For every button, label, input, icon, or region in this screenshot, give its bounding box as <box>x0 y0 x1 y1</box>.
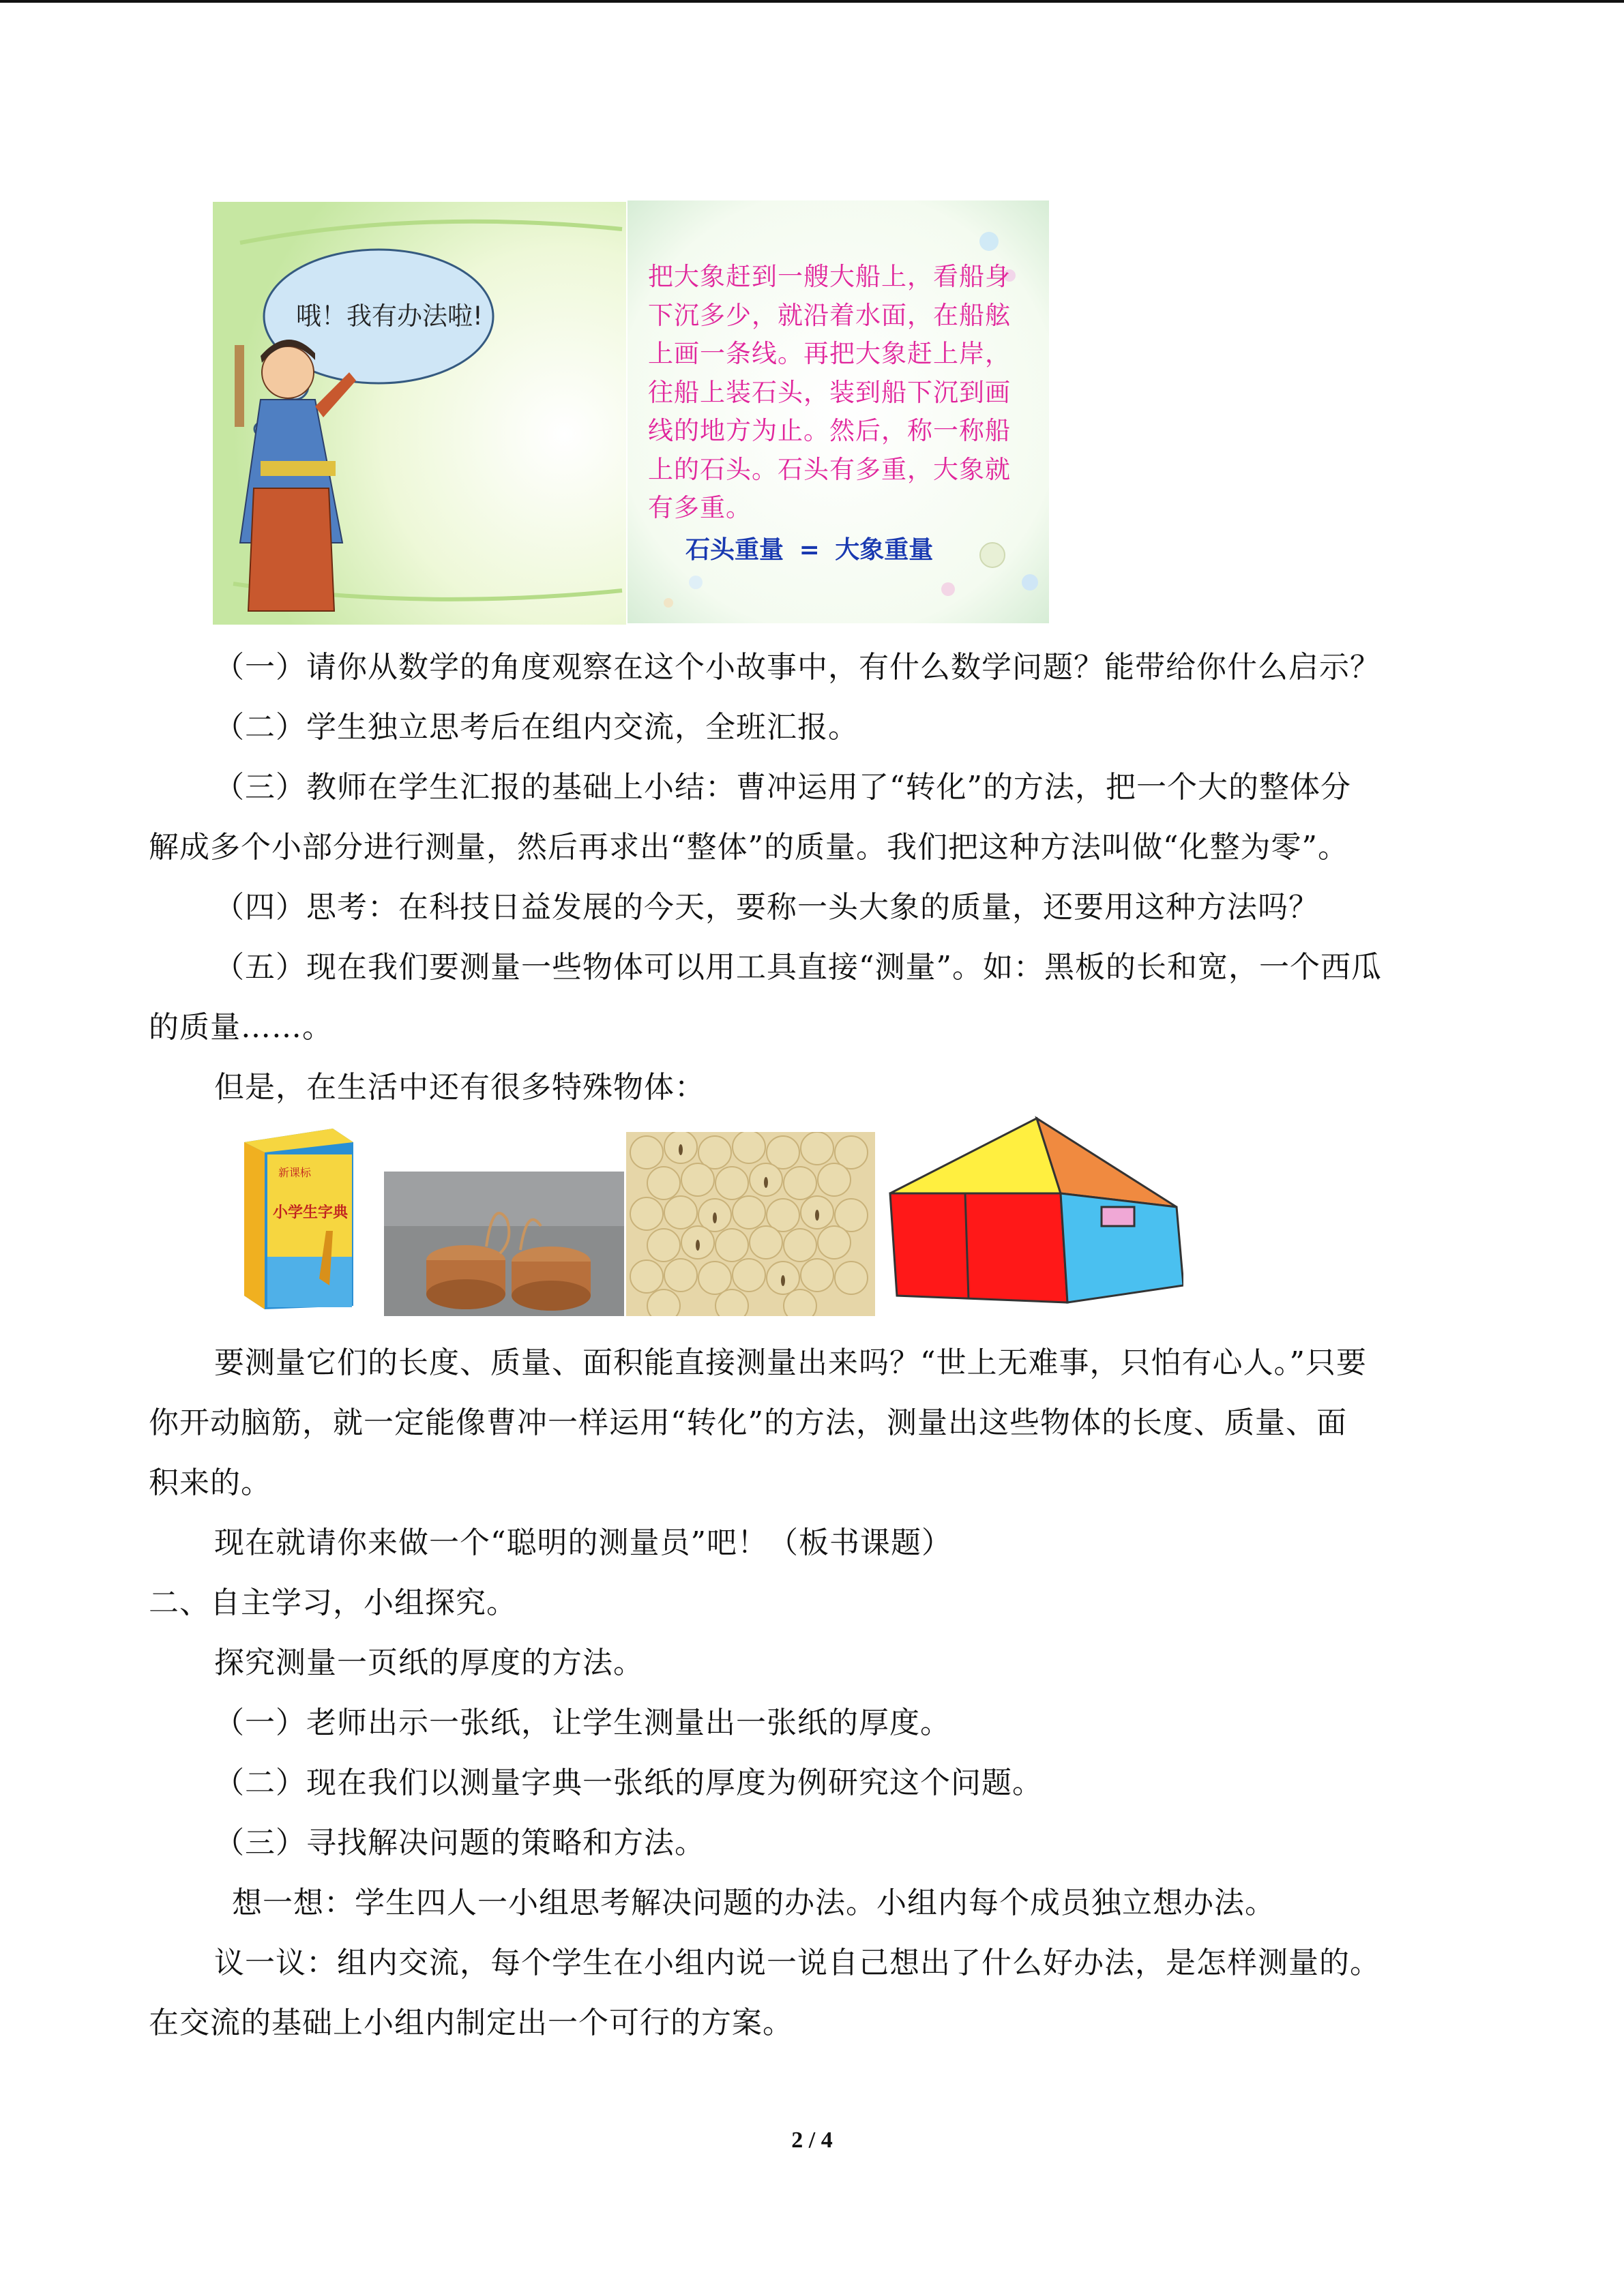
paragraph-12: （三）寻找解决问题的策略和方法。 <box>214 1825 705 1860</box>
story-text: 把大象赶到一艘大船上，看船身下沉多少，就沿着水面，在船舷上画一条线。再把大象赶上岸，往船上装石头，装到船下沉到画线的地方为止。然后，称一称船上的石头。石头有多重，大象就有多重。 <box>648 262 1011 522</box>
paragraph-2: （二）学生独立思考后在组内交流，全班汇报。 <box>214 710 859 745</box>
paragraph-14b: 在交流的基础上小组内制定出一个可行的方案。 <box>149 2006 793 2040</box>
top-border <box>0 0 1624 3</box>
soybeans-image <box>626 1132 875 1316</box>
paragraph-5a: （五）现在我们要测量一些物体可以用工具直接“测量”。如：黑板的长和宽，一个西瓜 <box>214 950 1382 985</box>
paragraph-10: （一）老师出示一张纸，让学生测量出一张纸的厚度。 <box>214 1705 951 1740</box>
paragraph-5b: 的质量……。 <box>149 1010 333 1045</box>
book-title: 小学生字典 <box>273 1204 349 1221</box>
wire-coils-image <box>384 1172 624 1316</box>
formula <box>685 531 933 565</box>
formula-left: 石头重量 <box>685 536 784 564</box>
cao-chong-illustration <box>213 202 626 625</box>
dictionary-image <box>237 1122 360 1313</box>
paragraph-7c: 积来的。 <box>149 1465 271 1500</box>
paragraph-1: （一）请你从数学的角度观察在这个小故事中，有什么数学问题？能带给你什么启示？ <box>214 650 1381 685</box>
paragraph-9: 探究测量一页纸的厚度的方法。 <box>214 1645 644 1680</box>
paragraph-13: 想一想：学生四人一小组思考解决问题的办法。小组内每个成员独立想办法。 <box>232 1885 1275 1920</box>
tent-image <box>883 1112 1183 1316</box>
thought-text: 哦！我有办法啦! <box>296 301 483 331</box>
paragraph-3a: （三）教师在学生汇报的基础上小结：曹冲运用了“转化”的方法，把一个大的整体分 <box>214 770 1351 805</box>
formula-right: 大象重量 <box>835 536 934 564</box>
paragraph-7b: 你开动脑筋，就一定能像曹冲一样运用“转化”的方法，测量出这些物体的长度、质量、面 <box>149 1405 1347 1440</box>
paragraph-7a: 要测量它们的长度、质量、面积能直接测量出来吗？“世上无难事，只怕有心人。”只要 <box>214 1345 1367 1380</box>
paragraph-6: 但是，在生活中还有很多特殊物体： <box>214 1070 705 1105</box>
book-badge: 新课标 <box>278 1166 312 1179</box>
paragraph-3b: 解成多个小部分进行测量，然后再求出“整体”的质量。我们把这种方法叫做“化整为零”。 <box>149 830 1348 865</box>
paragraph-8: 现在就请你来做一个“聪明的测量员”吧！（板书课题） <box>214 1525 952 1560</box>
section-heading-2: 二、自主学习，小组探究。 <box>149 1585 517 1620</box>
paragraph-11: （二）现在我们以测量字典一张纸的厚度为例研究这个问题。 <box>214 1765 1043 1800</box>
paragraph-14a: 议一议：组内交流，每个学生在小组内说一说自己想出了什么好办法，是怎样测量的。 <box>214 1945 1381 1980</box>
formula-eq: = <box>799 536 820 564</box>
paragraph-4: （四）思考：在科技日益发展的今天，要称一头大象的质量，还要用这种方法吗？ <box>214 890 1319 925</box>
page-number: 2 / 4 <box>791 2128 833 2153</box>
